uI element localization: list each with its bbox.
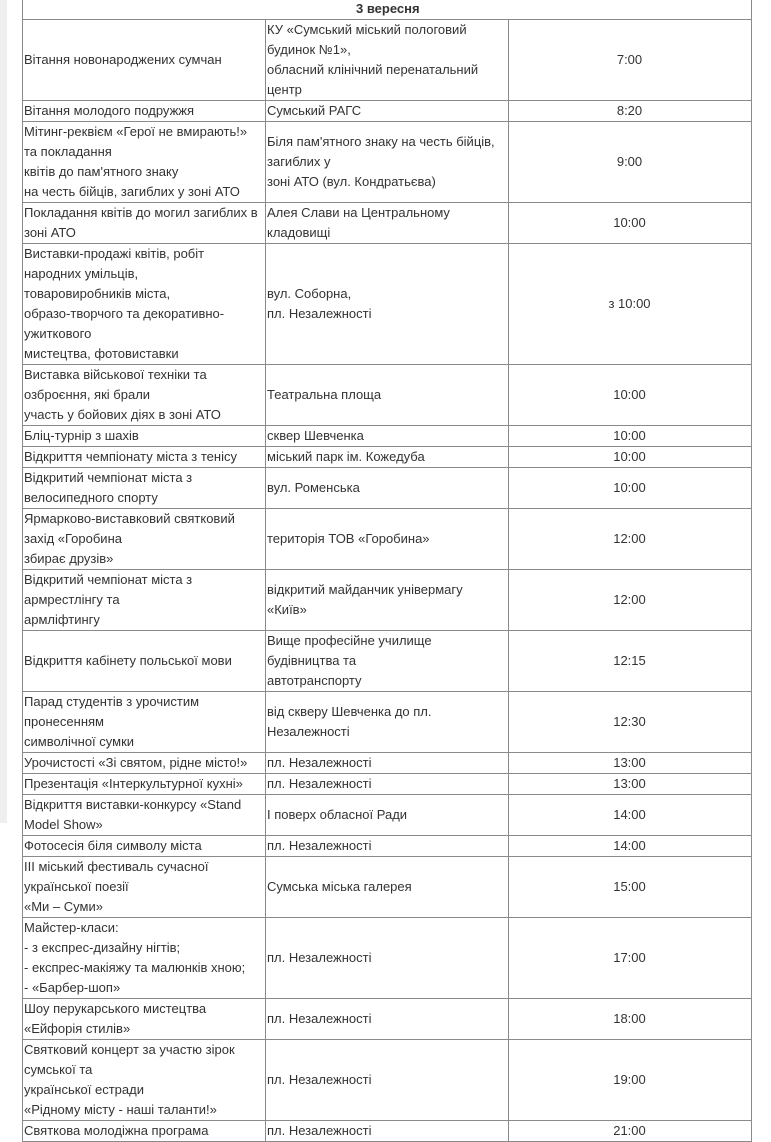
event-cell: [23, 692, 266, 753]
event-cell-line: «Ми – Суми»: [24, 899, 103, 914]
event-cell: [23, 122, 266, 203]
time-cell: 8:20: [509, 101, 752, 122]
place-cell: [266, 918, 509, 999]
event-cell-line: Парад студентів з урочистим пронесенням: [24, 694, 200, 729]
place-cell-line: Алея Слави на Центральному кладовищі: [267, 205, 450, 240]
event-cell: [23, 570, 266, 631]
event-cell: [23, 203, 266, 244]
event-cell-line: Покладання квітів до могил загиблих в зоні АТО: [24, 205, 258, 240]
page-gutter: [0, 0, 7, 823]
place-cell: [266, 999, 509, 1040]
place-cell-line: територія ТОВ «Горобина»: [267, 531, 430, 546]
event-cell-line: Святкова молодіжна програма: [24, 1123, 209, 1138]
time-cell: 15:00: [509, 857, 752, 918]
event-cell-line: Вітання молодого подружжя: [24, 103, 195, 118]
event-cell: [23, 918, 266, 999]
event-cell-line: мистецтва, фотовиставки: [24, 346, 179, 361]
time-cell: 19:00: [509, 1040, 752, 1121]
table-row: [23, 447, 752, 468]
event-cell: [23, 447, 266, 468]
time-cell: 10:00: [509, 203, 752, 244]
place-cell-line: І поверх обласної Ради: [267, 807, 408, 822]
time-cell: 10:00: [509, 468, 752, 509]
place-cell-line: обласний клінічний перенатальний центр: [267, 62, 479, 97]
time-cell: 14:00: [509, 795, 752, 836]
place-cell: [266, 774, 509, 795]
place-cell: [266, 203, 509, 244]
date-header: 3 вересня: [356, 1, 420, 16]
event-cell-line: Виставки-продажі квітів, робіт народних умільців,: [24, 246, 205, 281]
event-cell-line: на честь бійців, загиблих у зоні АТО: [24, 184, 240, 199]
place-cell: [266, 1040, 509, 1121]
event-cell: [23, 1121, 266, 1142]
table-row: [23, 836, 752, 857]
place-cell-line: зоні АТО (вул. Кондратьєва): [267, 174, 436, 189]
event-cell-line: Вітання новонароджених сумчан: [24, 52, 222, 67]
table-row: [23, 570, 752, 631]
place-cell-line: Сумська міська галерея: [267, 879, 412, 894]
place-cell-line: вул. Роменська: [267, 480, 360, 495]
place-cell: [266, 447, 509, 468]
event-cell-line: товаровиробників міста,: [24, 286, 171, 301]
event-cell-line: Святковий концерт за участю зірок сумської та: [24, 1042, 235, 1077]
table-row: [23, 101, 752, 122]
event-cell-line: Відкритий чемпіонат міста з армрестлінгу та: [24, 572, 193, 607]
table-row: [23, 795, 752, 836]
table-row: [23, 857, 752, 918]
place-cell-line: вул. Соборна,: [267, 286, 352, 301]
place-cell-line: пл. Незалежності: [267, 776, 372, 791]
event-cell-line: Урочистості «Зі святом, рідне місто!»: [24, 755, 248, 770]
event-cell-line: участь у бойових діях в зоні АТО: [24, 407, 221, 422]
event-cell-line: - експрес-макіяжу та малюнків хною;: [24, 960, 246, 975]
place-cell-line: пл. Незалежності: [267, 1011, 372, 1026]
time-cell: 17:00: [509, 918, 752, 999]
place-cell: [266, 244, 509, 365]
time-cell: 12:30: [509, 692, 752, 753]
place-cell-line: Сумський РАГС: [267, 103, 362, 118]
event-cell: [23, 836, 266, 857]
event-cell-line: Презентація «Інтеркультурної кухні»: [24, 776, 243, 791]
time-cell: з 10:00: [509, 244, 752, 365]
place-cell-line: КУ «Сумський міський пологовий будинок №1»,: [267, 22, 467, 57]
event-cell: [23, 753, 266, 774]
event-cell: [23, 244, 266, 365]
place-cell-line: відкритий майданчик універмагу «Київ»: [267, 582, 463, 617]
table-row: [23, 753, 752, 774]
schedule-table: [22, 0, 752, 1142]
event-cell-line: Відкриття чемпіонату міста з тенісу: [24, 449, 237, 464]
place-cell-line: пл. Незалежності: [267, 755, 372, 770]
time-cell: 12:00: [509, 570, 752, 631]
place-cell: [266, 365, 509, 426]
event-cell: [23, 468, 266, 509]
event-cell-line: збирає друзів»: [24, 551, 114, 566]
event-cell-line: - з експрес-дизайну нігтів;: [24, 940, 181, 955]
time-cell: 13:00: [509, 774, 752, 795]
event-cell: [23, 795, 266, 836]
event-cell: [23, 20, 266, 101]
event-cell-line: Шоу перукарського мистецтва «Ейфорія стилів»: [24, 1001, 207, 1036]
place-cell: [266, 857, 509, 918]
table-row: [23, 244, 752, 365]
event-cell-line: Бліц-турнір з шахів: [24, 428, 139, 443]
table-row: [23, 122, 752, 203]
place-cell-line: пл. Незалежності: [267, 306, 372, 321]
event-cell-line: Фотосесія біля символу міста: [24, 838, 202, 853]
place-cell-line: пл. Незалежності: [267, 1072, 372, 1087]
event-cell-line: «Рідному місту - наші таланти!»: [24, 1102, 217, 1117]
time-cell: 9:00: [509, 122, 752, 203]
place-cell: [266, 753, 509, 774]
event-cell: [23, 774, 266, 795]
place-cell: [266, 1121, 509, 1142]
date-header-row: [23, 0, 752, 20]
event-cell: [23, 365, 266, 426]
table-row: [23, 20, 752, 101]
place-cell: [266, 468, 509, 509]
place-cell-line: сквер Шевченка: [267, 428, 364, 443]
event-cell-line: - «Барбер-шоп»: [24, 980, 121, 995]
place-cell: [266, 631, 509, 692]
table-row: [23, 999, 752, 1040]
time-cell: 12:00: [509, 509, 752, 570]
event-cell: [23, 509, 266, 570]
event-cell-line: армліфтингу: [24, 612, 100, 627]
place-cell-line: Вище професійне училище будівництва та: [267, 633, 432, 668]
event-cell: [23, 999, 266, 1040]
place-cell-line: від скверу Шевченка до пл. Незалежності: [267, 704, 432, 739]
event-cell-line: квітів до пам'ятного знаку: [24, 164, 179, 179]
event-cell-line: Майстер-класи:: [24, 920, 119, 935]
time-cell: 10:00: [509, 426, 752, 447]
event-cell-line: Відкриття виставки-конкурсу «Stand Model Show»: [24, 797, 242, 832]
table-row: [23, 203, 752, 244]
place-cell: [266, 122, 509, 203]
table-row: [23, 1040, 752, 1121]
place-cell-line: міський парк ім. Кожедуба: [267, 449, 425, 464]
table-row: [23, 918, 752, 999]
table-row: [23, 692, 752, 753]
time-cell: 7:00: [509, 20, 752, 101]
event-cell-line: Ярмарково-виставковий святковий захід «Горобина: [24, 511, 235, 546]
time-cell: 12:15: [509, 631, 752, 692]
place-cell-line: пл. Незалежності: [267, 950, 372, 965]
table-row: [23, 631, 752, 692]
place-cell: [266, 101, 509, 122]
place-cell: [266, 20, 509, 101]
event-cell-line: Виставка військової техніки та озброєння, які брали: [24, 367, 207, 402]
place-cell: [266, 795, 509, 836]
table-row: [23, 468, 752, 509]
event-cell: [23, 426, 266, 447]
place-cell-line: Театральна площа: [267, 387, 382, 402]
time-cell: 21:00: [509, 1121, 752, 1142]
time-cell: 10:00: [509, 447, 752, 468]
event-cell-line: Відкриття кабінету польської мови: [24, 653, 232, 668]
event-cell-line: Відкритий чемпіонат міста з велосипедного спорту: [24, 470, 193, 505]
place-cell-line: автотранспорту: [267, 673, 362, 688]
place-cell-line: пл. Незалежності: [267, 838, 372, 853]
time-cell: 10:00: [509, 365, 752, 426]
place-cell: [266, 570, 509, 631]
place-cell-line: Біля пам'ятного знаку на честь бійців, загиблих у: [267, 134, 495, 169]
date-header-cell: [23, 0, 752, 20]
place-cell: [266, 426, 509, 447]
event-cell: [23, 1040, 266, 1121]
table-row: [23, 509, 752, 570]
event-cell-line: української естради: [24, 1082, 144, 1097]
time-cell: 14:00: [509, 836, 752, 857]
place-cell: [266, 509, 509, 570]
table-row: [23, 774, 752, 795]
event-cell-line: Мітинг-реквієм «Герої не вмирають!» та покладання: [24, 124, 248, 159]
place-cell-line: пл. Незалежності: [267, 1123, 372, 1138]
event-cell: [23, 857, 266, 918]
event-cell: [23, 101, 266, 122]
event-cell-line: ІІІ міський фестиваль сучасної української поезії: [24, 859, 209, 894]
time-cell: 18:00: [509, 999, 752, 1040]
place-cell: [266, 692, 509, 753]
event-cell-line: символічної сумки: [24, 734, 135, 749]
event-cell-line: образо-творчого та декоративно-ужиткового: [24, 306, 225, 341]
table-row: [23, 426, 752, 447]
place-cell: [266, 836, 509, 857]
time-cell: 13:00: [509, 753, 752, 774]
table-row: [23, 365, 752, 426]
table-row: [23, 1121, 752, 1142]
event-cell: [23, 631, 266, 692]
